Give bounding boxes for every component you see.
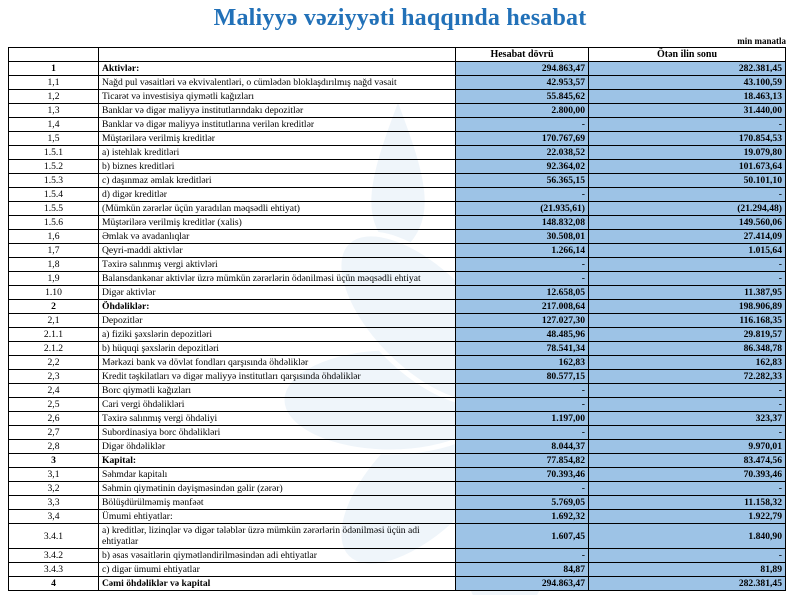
value-previous: - <box>589 482 786 496</box>
row-number: 1,2 <box>9 90 99 104</box>
row-label: a) fiziki şəxslərin depozitləri <box>99 328 456 342</box>
header-period: Hesabat dövrü <box>456 48 589 62</box>
row-label: Banklar və digər maliyyə institutlarındakı depozitlər <box>99 104 456 118</box>
table-row <box>9 510 786 524</box>
value-current: 1.197,00 <box>456 412 589 426</box>
value-current: 77.854,82 <box>456 454 589 468</box>
row-number: 1.5.2 <box>9 160 99 174</box>
value-previous: - <box>589 549 786 563</box>
value-previous: 72.282,33 <box>589 370 786 384</box>
table-row <box>9 398 786 412</box>
value-previous: 81,89 <box>589 563 786 577</box>
table-row <box>9 146 786 160</box>
value-current: (21.935,61) <box>456 202 589 216</box>
table-row <box>9 216 786 230</box>
value-current: 92.364,02 <box>456 160 589 174</box>
row-label: Balansdankənar aktivlər üzrə mümkün zərərlərin ödənilməsi üçün məqsədli ehtiyat <box>99 272 456 286</box>
row-label: Təxirə salınmış vergi öhdəliyi <box>99 412 456 426</box>
row-number: 2,5 <box>9 398 99 412</box>
value-previous: 11.387,95 <box>589 286 786 300</box>
row-label: Borc qiymətli kağızları <box>99 384 456 398</box>
value-current: 5.769,05 <box>456 496 589 510</box>
header-number <box>9 48 99 62</box>
row-label: Depozitlər <box>99 314 456 328</box>
table-row <box>9 482 786 496</box>
value-current: 80.577,15 <box>456 370 589 384</box>
value-current: 2.800,00 <box>456 104 589 118</box>
value-current: 48.485,96 <box>456 328 589 342</box>
row-label: d) digər kreditlər <box>99 188 456 202</box>
value-current: - <box>456 272 589 286</box>
table-row <box>9 90 786 104</box>
row-number: 1,5 <box>9 132 99 146</box>
row-number: 1.5.3 <box>9 174 99 188</box>
value-previous: 50.101,10 <box>589 174 786 188</box>
value-previous: 18.463,13 <box>589 90 786 104</box>
value-current: 127.027,30 <box>456 314 589 328</box>
value-previous: - <box>589 398 786 412</box>
row-label: Ümumi ehtiyatlar: <box>99 510 456 524</box>
row-label: Aktivlər: <box>99 62 456 76</box>
row-number: 3 <box>9 454 99 468</box>
row-label: Kredit təşkilatları və digər maliyyə institutları qarşısında öhdəliklər <box>99 370 456 384</box>
row-number: 3,4 <box>9 510 99 524</box>
value-previous: 162,83 <box>589 356 786 370</box>
row-label: Öhdəliklər: <box>99 300 456 314</box>
row-label: Kapital: <box>99 454 456 468</box>
value-current: 8.044,37 <box>456 440 589 454</box>
value-previous: 86.348,78 <box>589 342 786 356</box>
table-row <box>9 328 786 342</box>
row-label: c) daşınmaz əmlak kreditləri <box>99 174 456 188</box>
value-current: - <box>456 118 589 132</box>
row-number: 1.5.1 <box>9 146 99 160</box>
value-previous: 29.819,57 <box>589 328 786 342</box>
value-previous: 27.414,09 <box>589 230 786 244</box>
value-previous: - <box>589 272 786 286</box>
table-row <box>9 412 786 426</box>
row-number: 1.5.5 <box>9 202 99 216</box>
value-previous: 198.906,89 <box>589 300 786 314</box>
value-previous: 83.474,56 <box>589 454 786 468</box>
row-number: 3,3 <box>9 496 99 510</box>
row-number: 1.10 <box>9 286 99 300</box>
row-number: 2,2 <box>9 356 99 370</box>
table-row <box>9 174 786 188</box>
value-previous: - <box>589 426 786 440</box>
table-row <box>9 356 786 370</box>
table-row <box>9 286 786 300</box>
row-number: 1.5.4 <box>9 188 99 202</box>
value-previous: 1.922,79 <box>589 510 786 524</box>
value-current: 294.863,47 <box>456 62 589 76</box>
table-row <box>9 563 786 577</box>
table-row <box>9 496 786 510</box>
row-number: 2,8 <box>9 440 99 454</box>
row-label: Ticarət və investisiya qiymətli kağızları <box>99 90 456 104</box>
row-label: Subordinasiya borc öhdəlikləri <box>99 426 456 440</box>
row-label: Bölüşdürülməmiş mənfəət <box>99 496 456 510</box>
value-current: 78.541,34 <box>456 342 589 356</box>
value-current: 294.863,47 <box>456 577 589 591</box>
row-number: 1,1 <box>9 76 99 90</box>
table-row <box>9 230 786 244</box>
row-number: 1,9 <box>9 272 99 286</box>
value-previous: 1.015,64 <box>589 244 786 258</box>
row-label: a) kreditlər, lizinqlər və digər tələblər üzrə mümkün zərərlərin ödənilməsi üçün adi ehtiyatlar <box>99 524 456 549</box>
row-label: b) hüquqi şəxslərin depozitləri <box>99 342 456 356</box>
value-current: 162,83 <box>456 356 589 370</box>
row-number: 1,3 <box>9 104 99 118</box>
row-label: (Mümkün zərərlər üçün yaradılan məqsədli ehtiyat) <box>99 202 456 216</box>
value-current: 1.266,14 <box>456 244 589 258</box>
row-label: b) biznes kreditləri <box>99 160 456 174</box>
value-current: 55.845,62 <box>456 90 589 104</box>
row-label: b) əsas vəsaitlərin qiymətləndirilməsindən adi ehtiyatlar <box>99 549 456 563</box>
row-number: 2 <box>9 300 99 314</box>
table-row <box>9 370 786 384</box>
value-previous: - <box>589 384 786 398</box>
table-row <box>9 342 786 356</box>
table-row <box>9 454 786 468</box>
value-previous: 70.393,46 <box>589 468 786 482</box>
table-row <box>9 524 786 549</box>
table-row <box>9 62 786 76</box>
value-current: 22.038,52 <box>456 146 589 160</box>
value-current: 1.607,45 <box>456 524 589 549</box>
value-current: 56.365,15 <box>456 174 589 188</box>
table-row <box>9 118 786 132</box>
value-previous: 116.168,35 <box>589 314 786 328</box>
row-number: 2,6 <box>9 412 99 426</box>
value-previous: 19.079,80 <box>589 146 786 160</box>
value-current: 170.767,69 <box>456 132 589 146</box>
row-number: 1.5.6 <box>9 216 99 230</box>
value-previous: 1.840,90 <box>589 524 786 549</box>
row-label: a) istehlak kreditləri <box>99 146 456 160</box>
value-previous: 323,37 <box>589 412 786 426</box>
value-current: - <box>456 398 589 412</box>
table-row <box>9 132 786 146</box>
row-label: Səhmdar kapitalı <box>99 468 456 482</box>
row-number: 2.1.2 <box>9 342 99 356</box>
row-number: 2,4 <box>9 384 99 398</box>
value-previous: 43.100,59 <box>589 76 786 90</box>
row-label: c) digər ümumi ehtiyatlar <box>99 563 456 577</box>
row-number: 1 <box>9 62 99 76</box>
value-current: 42.953,57 <box>456 76 589 90</box>
table-row <box>9 440 786 454</box>
row-label: Mərkəzi bank və dövlət fondları qarşısında öhdəliklər <box>99 356 456 370</box>
row-number: 3,2 <box>9 482 99 496</box>
table-row <box>9 244 786 258</box>
row-number: 2.1.1 <box>9 328 99 342</box>
table-row <box>9 104 786 118</box>
row-label: Səhmin qiymətinin dəyişməsindən gəlir (zərər) <box>99 482 456 496</box>
row-number: 1,6 <box>9 230 99 244</box>
header-previous: Ötən ilin sonu <box>589 48 786 62</box>
table-row <box>9 272 786 286</box>
row-number: 4 <box>9 577 99 591</box>
row-label: Nağd pul vəsaitləri və ekvivalentləri, o cümlədən bloklaşdırılmış nağd vəsait <box>99 76 456 90</box>
value-previous: 282.381,45 <box>589 577 786 591</box>
row-number: 3,1 <box>9 468 99 482</box>
value-previous: 9.970,01 <box>589 440 786 454</box>
value-previous: - <box>589 188 786 202</box>
value-current: 148.832,08 <box>456 216 589 230</box>
row-label: Digər aktivlər <box>99 286 456 300</box>
value-previous: 149.560,06 <box>589 216 786 230</box>
value-current: 217.008,64 <box>456 300 589 314</box>
financial-position-table <box>8 47 786 591</box>
page-title: Maliyyə vəziyyəti haqqında hesabat <box>213 5 587 31</box>
table-row <box>9 300 786 314</box>
report-table-body <box>9 48 786 591</box>
table-row <box>9 577 786 591</box>
value-previous: 101.673,64 <box>589 160 786 174</box>
table-row <box>9 160 786 174</box>
row-label: Müştərilərə verilmiş kreditlər (xalis) <box>99 216 456 230</box>
table-row <box>9 314 786 328</box>
value-current: - <box>456 384 589 398</box>
value-current: 30.508,01 <box>456 230 589 244</box>
value-current: - <box>456 482 589 496</box>
table-row <box>9 76 786 90</box>
table-row <box>9 202 786 216</box>
row-number: 3.4.1 <box>9 524 99 549</box>
row-label: Cəmi öhdəliklər və kapital <box>99 577 456 591</box>
row-label: Banklar və digər maliyyə institutlarına verilən kreditlər <box>99 118 456 132</box>
value-current: - <box>456 549 589 563</box>
row-number: 1,7 <box>9 244 99 258</box>
value-current: 70.393,46 <box>456 468 589 482</box>
table-row <box>9 426 786 440</box>
row-label: Cari vergi öhdəlikləri <box>99 398 456 412</box>
header-label <box>99 48 456 62</box>
row-label: Müştərilərə verilmiş kreditlər <box>99 132 456 146</box>
value-previous: 282.381,45 <box>589 62 786 76</box>
table-row <box>9 549 786 563</box>
value-current: - <box>456 188 589 202</box>
value-current: 84,87 <box>456 563 589 577</box>
row-label: Əmlak və avadanlıqlar <box>99 230 456 244</box>
value-current: - <box>456 426 589 440</box>
value-previous: (21.294,48) <box>589 202 786 216</box>
row-number: 2,1 <box>9 314 99 328</box>
unit-note: min manatla <box>737 36 786 46</box>
row-number: 2,7 <box>9 426 99 440</box>
value-previous: - <box>589 258 786 272</box>
row-number: 2,3 <box>9 370 99 384</box>
value-current: - <box>456 258 589 272</box>
value-previous: 31.440,00 <box>589 104 786 118</box>
row-label: Qeyri-maddi aktivlər <box>99 244 456 258</box>
row-number: 1,4 <box>9 118 99 132</box>
row-label: Digər öhdəliklər <box>99 440 456 454</box>
table-row <box>9 384 786 398</box>
table-row <box>9 468 786 482</box>
row-number: 3.4.2 <box>9 549 99 563</box>
value-previous: 11.158,32 <box>589 496 786 510</box>
value-current: 12.658,05 <box>456 286 589 300</box>
table-row <box>9 188 786 202</box>
value-previous: 170.854,53 <box>589 132 786 146</box>
table-row <box>9 258 786 272</box>
value-previous: - <box>589 118 786 132</box>
row-label: Təxirə salınmış vergi aktivləri <box>99 258 456 272</box>
header-row <box>9 48 786 62</box>
row-number: 1,8 <box>9 258 99 272</box>
row-number: 3.4.3 <box>9 563 99 577</box>
value-current: 1.692,32 <box>456 510 589 524</box>
